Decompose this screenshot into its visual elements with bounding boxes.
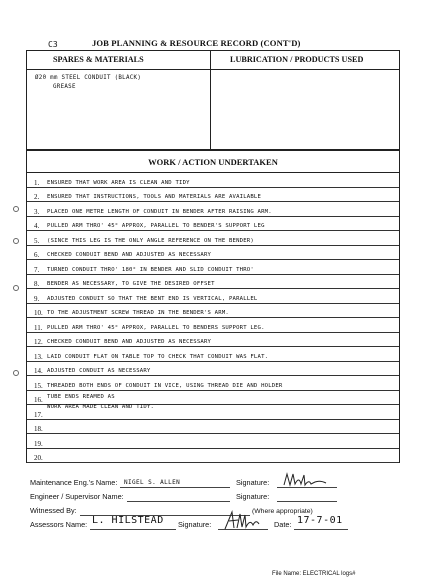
page-title: JOB PLANNING & RESOURCE RECORD (CONT'D) <box>92 38 301 48</box>
punch-hole <box>13 370 19 376</box>
assessor-name-label: Assessors Name: <box>30 520 88 529</box>
assessor-signature-mark <box>222 509 266 533</box>
work-row <box>27 231 399 246</box>
work-row <box>27 333 399 348</box>
spares-entry: GREASE <box>53 84 76 90</box>
work-row <box>27 405 399 420</box>
date-value: 17-7-01 <box>297 515 343 526</box>
spares-entry: Ø20 mm STEEL CONDUIT (BLACK) <box>35 75 142 81</box>
row-number: 14. <box>34 367 43 375</box>
row-text: TUBE ENDS REAMED AS <box>47 394 115 400</box>
row-text: CHECKED CONDUIT BEND AND ADJUSTED AS NECESSARY <box>47 252 212 258</box>
work-row <box>27 188 399 203</box>
row-number: 2. <box>34 193 40 201</box>
row-number: 15. <box>34 381 43 390</box>
row-text: LAID CONDUIT FLAT ON TABLE TOP TO CHECK THAT CONDUIT WAS FLAT. <box>47 353 269 360</box>
work-row <box>27 449 399 464</box>
file-name: File Name: ELECTRICAL logs# <box>272 571 356 577</box>
header-divider <box>27 69 399 70</box>
row-number: 16. <box>34 396 43 404</box>
work-action-box <box>26 150 400 463</box>
row-text: (SINCE THIS LEG IS THE ONLY ANGLE REFERENCE ON THE BENDER) <box>47 237 254 244</box>
row-number: 3. <box>34 207 40 216</box>
row-number: 1. <box>34 178 40 187</box>
column-divider <box>210 51 211 149</box>
work-row <box>27 420 399 435</box>
row-text: ENSURED THAT WORK AREA IS CLEAN AND TIDY <box>47 179 190 186</box>
assessor-name-value: L. HILSTEAD <box>92 515 164 526</box>
where-appropriate-label: (Where appropriate) <box>252 508 313 515</box>
witnessed-label: Witnessed By: <box>30 506 77 515</box>
work-row <box>27 347 399 362</box>
row-number: 13. <box>34 352 43 361</box>
row-text: PULLED ARM THRO' 45° APPROX, PARALLEL TO BENDERS SUPPORT LEG. <box>47 324 265 331</box>
work-row <box>27 217 399 232</box>
row-number: 17. <box>34 410 43 419</box>
row-number: 19. <box>34 439 43 448</box>
work-row <box>27 202 399 217</box>
work-row <box>27 318 399 333</box>
row-text: ADJUSTED CONDUIT AS NECESSARY <box>47 368 151 374</box>
page-code: C3 <box>48 40 58 49</box>
assessor-name-line <box>90 529 176 530</box>
maint-signature-mark <box>282 470 330 490</box>
engineer-name-line <box>127 501 230 502</box>
date-label: Date: <box>274 520 292 529</box>
row-text: ENSURED THAT INSTRUCTIONS, TOOLS AND MATERIALS ARE AVAILABLE <box>47 194 262 200</box>
row-number: 5. <box>34 236 40 245</box>
row-text: TURNED CONDUIT THRO' 180° IN BENDER AND SLID CONDUIT THRO' <box>47 266 254 273</box>
row-text: BENDER AS NECESSARY, TO GIVE THE DESIRED OFFSET <box>47 281 215 287</box>
row-text: PLACED ONE METRE LENGTH OF CONDUIT IN BENDER AFTER RAISING ARM. <box>47 208 272 215</box>
punch-hole <box>13 238 19 244</box>
row-number: 10. <box>34 309 43 317</box>
signature-label: Signature: <box>236 492 270 501</box>
work-row <box>27 275 399 290</box>
work-heading: WORK / ACTION UNDERTAKEN <box>148 157 278 167</box>
punch-hole <box>13 285 19 291</box>
work-row <box>27 246 399 261</box>
spares-heading: SPARES & MATERIALS <box>53 55 144 64</box>
engineer-name-label: Engineer / Supervisor Name: <box>30 492 124 501</box>
row-text-continuation: WORK AREA MADE CLEAN AND TIDY. <box>47 404 155 410</box>
maint-name-label: Maintenance Eng.'s Name: <box>30 478 118 487</box>
row-text: CHECKED CONDUIT BEND AND ADJUSTED AS NECESSARY <box>47 339 212 345</box>
row-number: 9. <box>34 294 40 303</box>
signature-label: Signature: <box>178 520 212 529</box>
row-text: PULLED ARM THRO' 45° APPROX, PARALLEL TO BENDER'S SUPPORT LEG <box>47 223 265 229</box>
signature-label: Signature: <box>236 478 270 487</box>
date-line <box>294 529 348 530</box>
signature-line <box>277 501 337 502</box>
maint-name-line <box>120 487 230 488</box>
work-row <box>27 391 399 410</box>
row-number: 11. <box>34 323 43 332</box>
spares-lubrication-box <box>26 50 400 150</box>
row-number: 4. <box>34 222 40 230</box>
work-row <box>27 173 399 188</box>
row-number: 18. <box>34 425 43 433</box>
work-row <box>27 260 399 275</box>
row-number: 12. <box>34 338 43 346</box>
maint-name-value: NIGEL S. ALLEN <box>124 479 181 486</box>
work-row <box>27 376 399 391</box>
work-row <box>27 362 399 377</box>
work-row <box>27 289 399 304</box>
row-text: TO THE ADJUSTMENT SCREW THREAD IN THE BENDER'S ARM. <box>47 310 229 316</box>
punch-hole <box>13 206 19 212</box>
work-row <box>27 304 399 319</box>
row-text: ADJUSTED CONDUIT SO THAT THE BENT END IS VERTICAL, PARALLEL <box>47 295 258 302</box>
row-number: 7. <box>34 265 40 274</box>
work-row <box>27 434 399 449</box>
row-number: 8. <box>34 280 40 288</box>
row-number: 20. <box>34 454 43 462</box>
row-number: 6. <box>34 251 40 259</box>
lubrication-heading: LUBRICATION / PRODUCTS USED <box>230 55 364 64</box>
row-rule <box>27 462 399 463</box>
row-text: THREADED BOTH ENDS OF CONDUIT IN VICE, USING THREAD DIE AND HOLDER <box>47 382 283 389</box>
